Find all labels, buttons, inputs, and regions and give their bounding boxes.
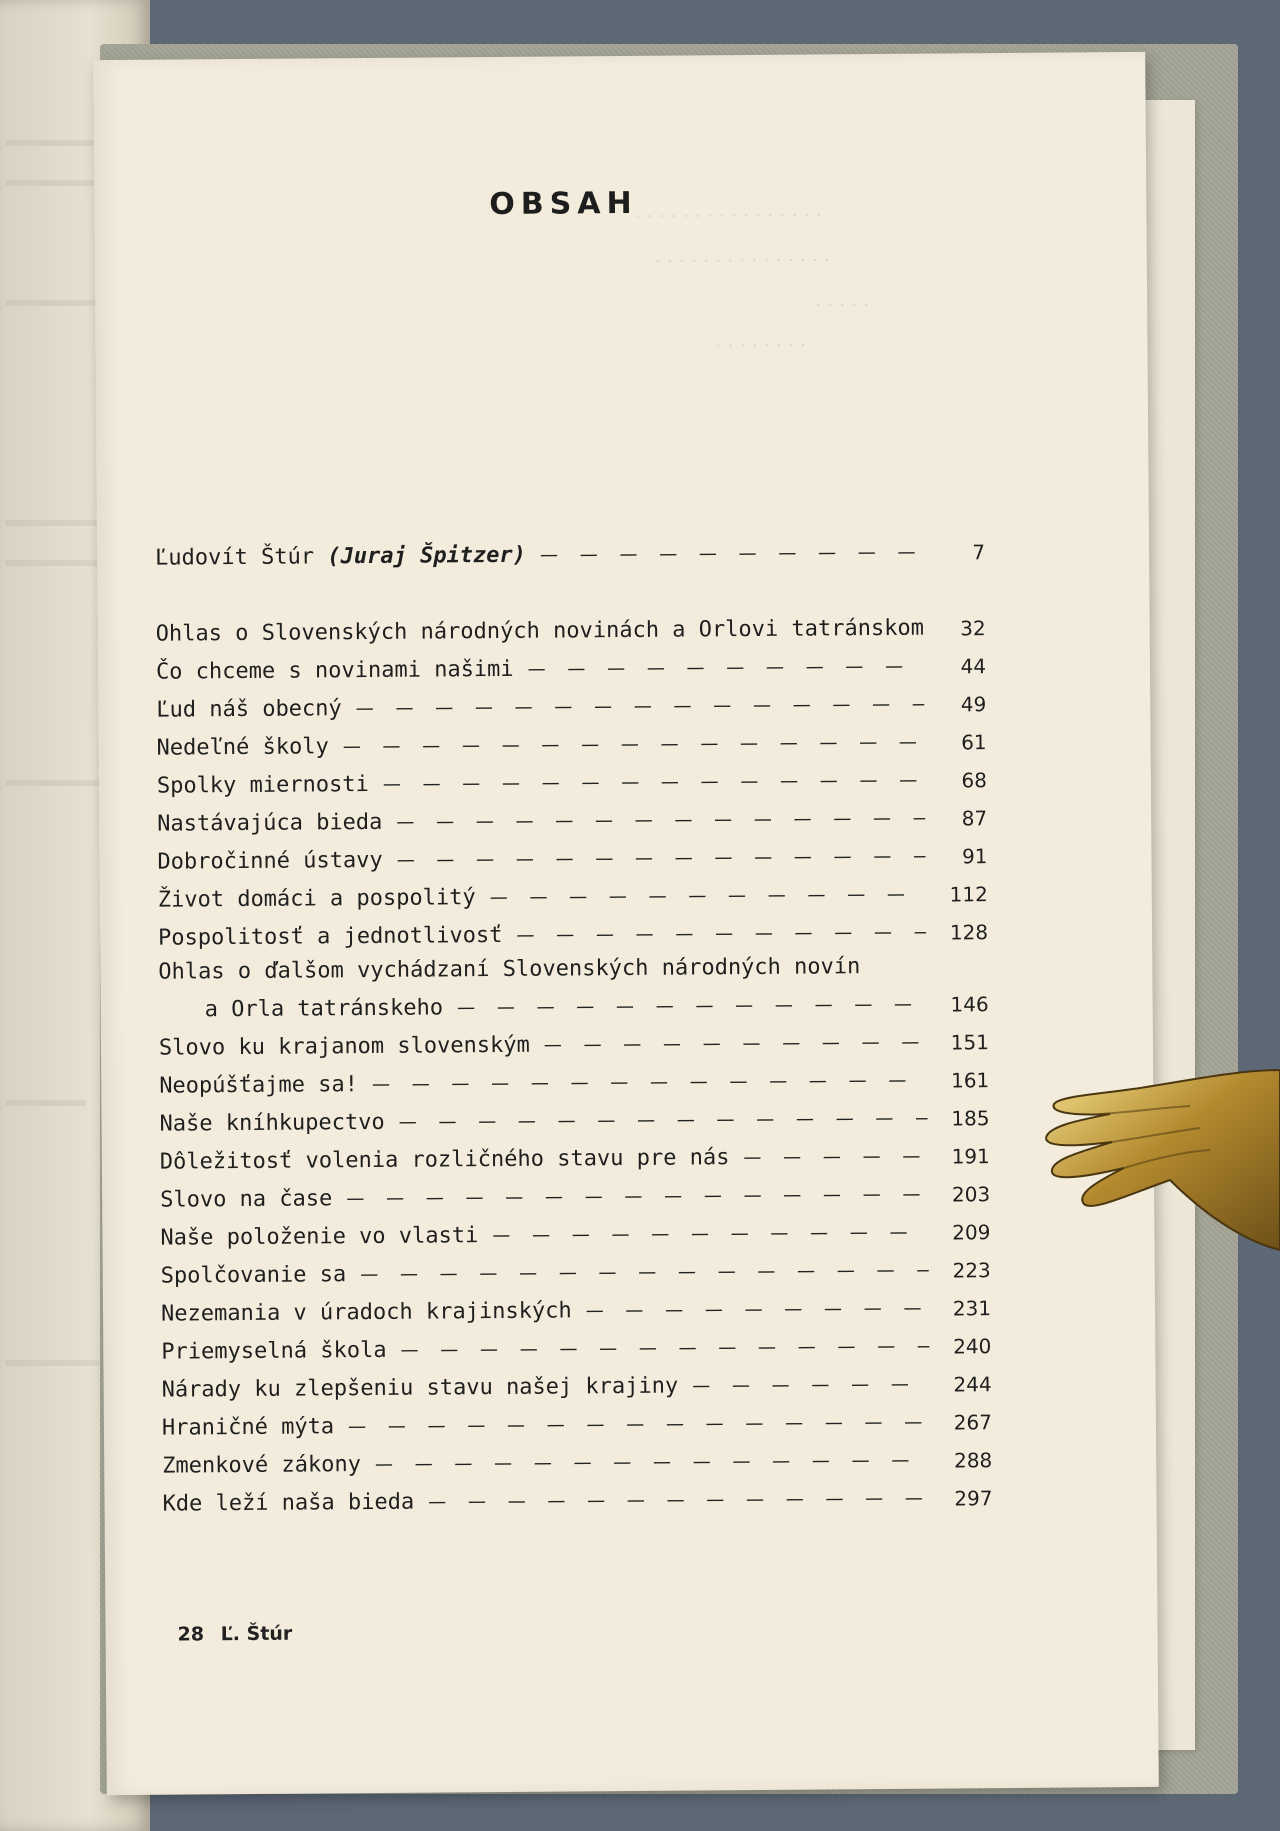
toc-entry[interactable] (160, 1213, 990, 1258)
toc-entry[interactable] (159, 1061, 989, 1106)
brass-hand-clip-icon (1040, 1060, 1280, 1260)
toc-page-number: 151 (950, 1030, 990, 1055)
toc-page-number: 146 (950, 992, 989, 1017)
leader-dashes (428, 1480, 931, 1522)
toc-entry-title: Naše položenie vo vlasti (160, 1223, 479, 1251)
toc-page-number: 44 (960, 654, 987, 679)
toc-entry-introduction[interactable] (155, 533, 985, 578)
leader-dashes (457, 986, 927, 1028)
toc-entry[interactable] (161, 1327, 991, 1372)
show-through-text: · · · · · · · · · · · · · · · · · · · · · · · · · · · · · · · · · · · · · · · · · · · · (634, 204, 870, 358)
toc-entry-title: Priemyselná škola (161, 1337, 387, 1365)
leader-dashes (343, 724, 925, 767)
leader-dashes (692, 1366, 930, 1406)
toc-entry[interactable] (159, 985, 989, 1030)
toc-entry[interactable] (156, 609, 986, 654)
leader-dashes (383, 762, 925, 804)
toc-entry-title: Neopúšťajme sa! (159, 1072, 359, 1099)
leader-dashes (527, 648, 924, 689)
toc-page-number: 267 (953, 1410, 993, 1435)
toc-page-number: 49 (960, 692, 987, 717)
toc-page-number: 231 (952, 1296, 992, 1321)
toc-entry-title: Ohlas o ďalšom vychádzaní Slovenských národných novín (158, 954, 861, 985)
toc-page-number: 61 (961, 730, 987, 755)
toc-entry[interactable] (162, 1403, 992, 1448)
toc-entry-title: Zmenkové zákony (162, 1452, 362, 1479)
toc-page-number: 288 (953, 1448, 993, 1473)
toc-entry-title: Dobročinné ústavy (157, 847, 383, 875)
toc-entry-title: Dôležitosť volenia rozličného stavu pre nás (159, 1145, 730, 1175)
toc-entry-title-continued: a Orla tatránskeho (204, 995, 444, 1023)
toc-entry-author: (Juraj Špitzer) (327, 542, 527, 570)
leader-dashes (375, 1442, 931, 1484)
toc-page-number: 161 (950, 1068, 990, 1093)
toc-entry-title: Nastávajúca bieda (157, 809, 383, 837)
toc-entry[interactable] (162, 1479, 992, 1524)
toc-page-number: 91 (961, 844, 988, 869)
toc-page-number: 68 (961, 768, 987, 793)
toc-page-number: 244 (953, 1372, 992, 1397)
toc-entry[interactable] (159, 1023, 989, 1068)
toc-entry[interactable] (157, 761, 987, 806)
toc-page-number: 112 (949, 882, 988, 907)
toc-page-number: 240 (953, 1334, 992, 1359)
toc-entry[interactable] (161, 1251, 991, 1296)
toc-entry[interactable] (162, 1441, 992, 1486)
toc-entry[interactable] (161, 1289, 991, 1334)
toc-page-number: 297 (954, 1486, 993, 1511)
toc-entry-title: Ľudovít Štúr (Juraj Špitzer) (155, 542, 527, 571)
leader-dashes (400, 1328, 929, 1370)
toc-page-number: 7 (972, 540, 986, 565)
toc-entry-title: Spolky miernosti (156, 772, 369, 799)
toc-entry-title: Nezemania v úradoch krajinských (160, 1298, 572, 1327)
signature-number: 28 (177, 1623, 205, 1646)
toc-entry[interactable] (156, 723, 986, 768)
toc-page-number: 32 (960, 616, 986, 641)
toc-entry[interactable] (157, 837, 987, 882)
leader-dashes (399, 1100, 928, 1142)
leader-dashes (743, 1138, 928, 1177)
toc-entry[interactable] (156, 685, 986, 730)
leader-dashes (544, 1024, 927, 1065)
leader-dashes (492, 1214, 928, 1255)
toc-entry[interactable] (157, 799, 987, 844)
signature-title: Ľ. Štúr (220, 1622, 293, 1646)
toc-page-number: 185 (951, 1106, 990, 1131)
toc-entry-title: Naše kníhkupectvo (159, 1109, 385, 1137)
leader-dashes (490, 876, 926, 917)
toc-entry-title: Hraničné mýta (161, 1414, 335, 1441)
toc-entry-title: Nárady ku zlepšeniu stavu našej krajiny (161, 1373, 679, 1403)
contents-page (93, 52, 1159, 1795)
toc-entry-title: Život domáci a pospolitý (157, 885, 476, 913)
leader-dashes (586, 1290, 930, 1331)
toc-entry-title: Kde leží naša bieda (162, 1489, 415, 1517)
toc-page-number: 203 (951, 1182, 991, 1207)
toc-entry[interactable] (160, 1137, 990, 1182)
toc-page-number: 223 (952, 1258, 991, 1283)
toc-entry-title: Nedeľné školy (156, 734, 329, 761)
table-of-contents (155, 533, 993, 1523)
toc-entry[interactable] (158, 875, 988, 920)
toc-page-number: 87 (961, 806, 988, 831)
toc-entry[interactable] (159, 1099, 989, 1144)
page-title: OBSAH (489, 185, 638, 223)
toc-entry-title: Čo chceme s novinami našimi (155, 656, 514, 685)
toc-entry[interactable] (160, 1175, 990, 1220)
signature-mark (177, 1623, 292, 1646)
toc-entry[interactable] (162, 1365, 992, 1410)
leader-dashes (346, 1176, 928, 1219)
toc-entry-title: Pospolitosť a jednotlivosť (158, 922, 503, 951)
leader-dashes (348, 1404, 930, 1447)
leader-dashes (372, 1062, 928, 1104)
leader-dashes (356, 686, 925, 728)
toc-entry-title: Ľud náš obecný (156, 696, 342, 723)
toc-entry-title: Slovo na čase (160, 1186, 333, 1213)
leader-dashes (540, 534, 923, 575)
leader-dashes (397, 838, 926, 880)
toc-entry-title: Spolčovanie sa (160, 1262, 347, 1289)
leader-dashes (396, 800, 925, 842)
toc-entry-title: Ohlas o Slovenských národných novinách a Orlovi tatránskom (155, 615, 925, 647)
toc-page-number: 191 (951, 1144, 990, 1169)
toc-entry-title: Slovo ku krajanom slovenským (158, 1032, 530, 1061)
toc-page-number: 209 (952, 1220, 991, 1245)
toc-entry[interactable] (156, 647, 986, 692)
toc-page-number: 128 (949, 920, 989, 945)
leader-dashes (360, 1252, 929, 1294)
